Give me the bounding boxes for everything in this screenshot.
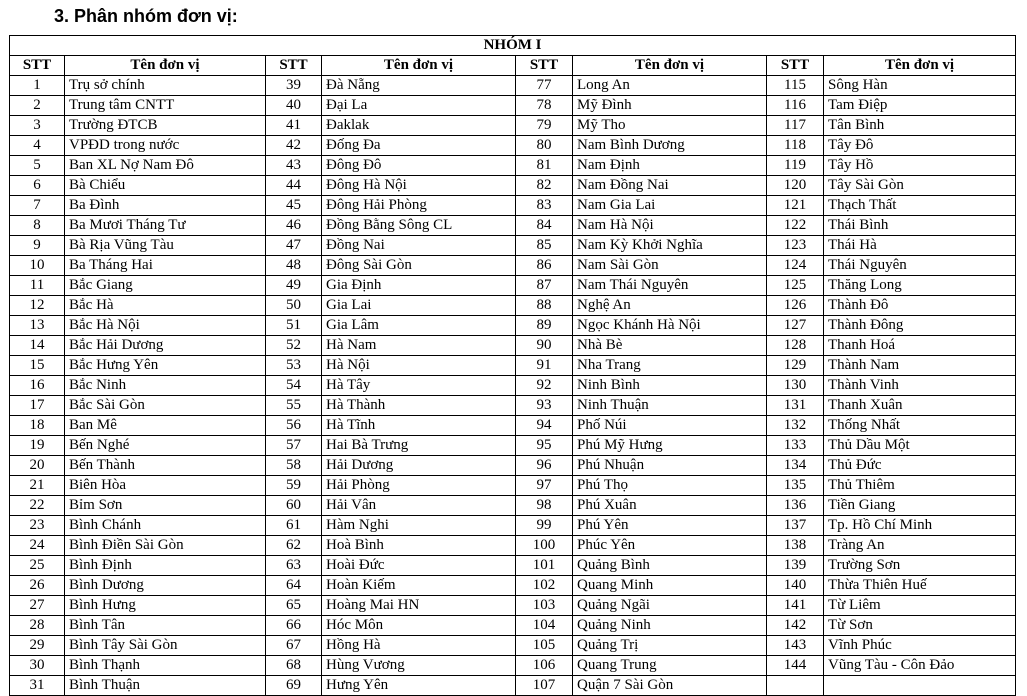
unit-name-cell: Thủ Thiêm	[824, 476, 1016, 496]
unit-name-cell: Thành Đông	[824, 316, 1016, 336]
unit-name-cell: Bà Rịa Vũng Tàu	[65, 236, 266, 256]
stt-cell: 16	[10, 376, 65, 396]
unit-name-cell: Nha Trang	[573, 356, 767, 376]
stt-cell: 40	[266, 96, 322, 116]
stt-cell: 128	[767, 336, 824, 356]
stt-cell: 123	[767, 236, 824, 256]
stt-cell: 83	[516, 196, 573, 216]
unit-name-cell: Đại La	[322, 96, 516, 116]
unit-name-cell: Bình Điền Sài Gòn	[65, 536, 266, 556]
table-row	[10, 96, 1016, 116]
unit-name-cell: Nam Hà Nội	[573, 216, 767, 236]
table-row	[10, 516, 1016, 536]
unit-name-cell: Đà Nẵng	[322, 76, 516, 96]
stt-cell: 89	[516, 316, 573, 336]
unit-name-cell: Biên Hòa	[65, 476, 266, 496]
unit-name-cell: Hà Nội	[322, 356, 516, 376]
unit-name-cell: Bình Định	[65, 556, 266, 576]
unit-name-cell: Thái Nguyên	[824, 256, 1016, 276]
unit-name-cell: Tây Đô	[824, 136, 1016, 156]
stt-cell: 103	[516, 596, 573, 616]
table-row	[10, 316, 1016, 336]
stt-cell: 85	[516, 236, 573, 256]
stt-cell: 92	[516, 376, 573, 396]
table-row	[10, 376, 1016, 396]
stt-cell: 131	[767, 396, 824, 416]
unit-name-cell: Thành Đô	[824, 296, 1016, 316]
section-title: 3. Phân nhóm đơn vị:	[54, 6, 238, 26]
stt-cell: 119	[767, 156, 824, 176]
stt-cell: 47	[266, 236, 322, 256]
stt-cell: 133	[767, 436, 824, 456]
unit-name-cell: Trung tâm CNTT	[65, 96, 266, 116]
unit-name-cell: Nam Bình Dương	[573, 136, 767, 156]
table-row	[10, 556, 1016, 576]
unit-name-cell: Thủ Đức	[824, 456, 1016, 476]
stt-cell: 66	[266, 616, 322, 636]
unit-name-cell: Phú Yên	[573, 516, 767, 536]
stt-cell: 11	[10, 276, 65, 296]
stt-cell: 15	[10, 356, 65, 376]
stt-cell: 7	[10, 196, 65, 216]
unit-name-cell: Ban Mê	[65, 416, 266, 436]
stt-cell	[767, 676, 824, 696]
unit-name-cell: Phúc Yên	[573, 536, 767, 556]
stt-cell: 141	[767, 596, 824, 616]
unit-name-cell: Nam Thái Nguyên	[573, 276, 767, 296]
unit-name-cell: Hoài Đức	[322, 556, 516, 576]
unit-name-cell: Ninh Bình	[573, 376, 767, 396]
unit-name-cell: Bắc Giang	[65, 276, 266, 296]
unit-name-cell: Hùng Vương	[322, 656, 516, 676]
stt-cell: 29	[10, 636, 65, 656]
table-row	[10, 416, 1016, 436]
stt-cell: 118	[767, 136, 824, 156]
header-row	[10, 56, 1016, 76]
stt-cell: 42	[266, 136, 322, 156]
stt-cell: 43	[266, 156, 322, 176]
unit-name-cell: Nam Sài Gòn	[573, 256, 767, 276]
stt-cell: 52	[266, 336, 322, 356]
table-row	[10, 296, 1016, 316]
stt-cell: 31	[10, 676, 65, 696]
unit-name-cell: Thống Nhất	[824, 416, 1016, 436]
unit-group-table	[9, 35, 1016, 696]
unit-name-cell: Đaklak	[322, 116, 516, 136]
unit-name-cell: Quang Minh	[573, 576, 767, 596]
unit-name-cell: Hải Phòng	[322, 476, 516, 496]
unit-name-cell: Hoàn Kiếm	[322, 576, 516, 596]
unit-name-cell: Hải Vân	[322, 496, 516, 516]
unit-name-cell: Thủ Dầu Một	[824, 436, 1016, 456]
unit-name-cell: Đông Sài Gòn	[322, 256, 516, 276]
column-header-stt: STT	[10, 56, 65, 76]
stt-cell: 98	[516, 496, 573, 516]
stt-cell: 99	[516, 516, 573, 536]
unit-name-cell: Ba Đình	[65, 196, 266, 216]
unit-name-cell: Quang Trung	[573, 656, 767, 676]
stt-cell: 132	[767, 416, 824, 436]
unit-name-cell: Quận 7 Sài Gòn	[573, 676, 767, 696]
unit-name-cell: Hải Dương	[322, 456, 516, 476]
table-row	[10, 196, 1016, 216]
stt-cell: 5	[10, 156, 65, 176]
stt-cell: 121	[767, 196, 824, 216]
stt-cell: 51	[266, 316, 322, 336]
stt-cell: 61	[266, 516, 322, 536]
stt-cell: 9	[10, 236, 65, 256]
column-header-stt: STT	[266, 56, 322, 76]
table-row	[10, 656, 1016, 676]
table-row	[10, 276, 1016, 296]
stt-cell: 95	[516, 436, 573, 456]
stt-cell: 6	[10, 176, 65, 196]
unit-name-cell: Ba Mươi Tháng Tư	[65, 216, 266, 236]
stt-cell: 2	[10, 96, 65, 116]
unit-name-cell: Thạch Thất	[824, 196, 1016, 216]
unit-name-cell: Hóc Môn	[322, 616, 516, 636]
stt-cell: 135	[767, 476, 824, 496]
stt-cell: 106	[516, 656, 573, 676]
table-row	[10, 436, 1016, 456]
stt-cell: 130	[767, 376, 824, 396]
table-row	[10, 336, 1016, 356]
unit-name-cell: Nam Gia Lai	[573, 196, 767, 216]
unit-name-cell: Nam Định	[573, 156, 767, 176]
unit-name-cell: Bắc Hà Nội	[65, 316, 266, 336]
table-row	[10, 636, 1016, 656]
unit-name-cell: Quảng Bình	[573, 556, 767, 576]
stt-cell: 28	[10, 616, 65, 636]
group-title-row	[10, 36, 1016, 56]
unit-name-cell: Phú Thọ	[573, 476, 767, 496]
unit-name-cell: Đống Đa	[322, 136, 516, 156]
stt-cell: 90	[516, 336, 573, 356]
stt-cell: 59	[266, 476, 322, 496]
stt-cell: 115	[767, 76, 824, 96]
unit-name-cell: Bình Hưng	[65, 596, 266, 616]
stt-cell: 23	[10, 516, 65, 536]
stt-cell: 17	[10, 396, 65, 416]
stt-cell: 86	[516, 256, 573, 276]
unit-name-cell: Gia Định	[322, 276, 516, 296]
unit-name-cell: Từ Liêm	[824, 596, 1016, 616]
stt-cell: 26	[10, 576, 65, 596]
table-row	[10, 496, 1016, 516]
table-row	[10, 156, 1016, 176]
table-row	[10, 456, 1016, 476]
unit-name-cell: VPĐD trong nước	[65, 136, 266, 156]
unit-name-cell: Long An	[573, 76, 767, 96]
stt-cell: 94	[516, 416, 573, 436]
unit-name-cell: Ngọc Khánh Hà Nội	[573, 316, 767, 336]
stt-cell: 136	[767, 496, 824, 516]
table-row	[10, 536, 1016, 556]
stt-cell: 91	[516, 356, 573, 376]
stt-cell: 117	[767, 116, 824, 136]
unit-name-cell: Đông Hải Phòng	[322, 196, 516, 216]
unit-name-cell: Hưng Yên	[322, 676, 516, 696]
stt-cell: 55	[266, 396, 322, 416]
unit-name-cell: Hà Nam	[322, 336, 516, 356]
unit-name-cell: Ninh Thuận	[573, 396, 767, 416]
stt-cell: 80	[516, 136, 573, 156]
stt-cell: 10	[10, 256, 65, 276]
stt-cell: 137	[767, 516, 824, 536]
unit-name-cell: Thanh Hoá	[824, 336, 1016, 356]
table-row	[10, 396, 1016, 416]
stt-cell: 129	[767, 356, 824, 376]
stt-cell: 27	[10, 596, 65, 616]
unit-name-cell: Đông Đô	[322, 156, 516, 176]
unit-name-cell: Nam Đồng Nai	[573, 176, 767, 196]
stt-cell: 88	[516, 296, 573, 316]
unit-name-cell: Thừa Thiên Huế	[824, 576, 1016, 596]
table-row	[10, 676, 1016, 696]
stt-cell: 58	[266, 456, 322, 476]
stt-cell: 100	[516, 536, 573, 556]
unit-name-cell: Bà Chiểu	[65, 176, 266, 196]
stt-cell: 54	[266, 376, 322, 396]
unit-name-cell: Bắc Hải Dương	[65, 336, 266, 356]
unit-name-cell: Nhà Bè	[573, 336, 767, 356]
unit-name-cell: Bình Tân	[65, 616, 266, 636]
unit-name-cell: Bắc Hưng Yên	[65, 356, 266, 376]
unit-name-cell: Mỹ Tho	[573, 116, 767, 136]
stt-cell: 77	[516, 76, 573, 96]
stt-cell: 22	[10, 496, 65, 516]
stt-cell: 107	[516, 676, 573, 696]
stt-cell: 48	[266, 256, 322, 276]
unit-name-cell: Thành Vinh	[824, 376, 1016, 396]
table-row	[10, 76, 1016, 96]
stt-cell: 13	[10, 316, 65, 336]
stt-cell: 101	[516, 556, 573, 576]
unit-name-cell: Bỉm Sơn	[65, 496, 266, 516]
unit-name-cell: Vũng Tàu - Côn Đảo	[824, 656, 1016, 676]
stt-cell: 41	[266, 116, 322, 136]
table-row	[10, 476, 1016, 496]
column-header-unit-name: Tên đơn vị	[573, 56, 767, 76]
stt-cell: 20	[10, 456, 65, 476]
unit-name-cell: Gia Lai	[322, 296, 516, 316]
stt-cell: 87	[516, 276, 573, 296]
unit-name-cell: Tam Điệp	[824, 96, 1016, 116]
unit-name-cell: Tây Sài Gòn	[824, 176, 1016, 196]
unit-name-cell: Thái Bình	[824, 216, 1016, 236]
column-header-stt: STT	[516, 56, 573, 76]
stt-cell: 84	[516, 216, 573, 236]
unit-name-cell: Thăng Long	[824, 276, 1016, 296]
group-title: NHÓM I	[10, 36, 1016, 56]
stt-cell: 19	[10, 436, 65, 456]
stt-cell: 46	[266, 216, 322, 236]
unit-name-cell: Hai Bà Trưng	[322, 436, 516, 456]
unit-name-cell: Bến Thành	[65, 456, 266, 476]
unit-name-cell: Bình Chánh	[65, 516, 266, 536]
stt-cell: 45	[266, 196, 322, 216]
table-row	[10, 116, 1016, 136]
stt-cell: 1	[10, 76, 65, 96]
table-row	[10, 216, 1016, 236]
column-header-unit-name: Tên đơn vị	[65, 56, 266, 76]
unit-name-cell: Hà Tĩnh	[322, 416, 516, 436]
stt-cell: 65	[266, 596, 322, 616]
stt-cell: 25	[10, 556, 65, 576]
stt-cell: 142	[767, 616, 824, 636]
column-header-unit-name: Tên đơn vị	[824, 56, 1016, 76]
stt-cell: 68	[266, 656, 322, 676]
unit-name-cell: Nghệ An	[573, 296, 767, 316]
table-body	[10, 76, 1016, 696]
stt-cell: 50	[266, 296, 322, 316]
unit-name-cell: Bắc Ninh	[65, 376, 266, 396]
unit-name-cell: Tân Bình	[824, 116, 1016, 136]
table-row	[10, 256, 1016, 276]
stt-cell: 120	[767, 176, 824, 196]
unit-name-cell: Phố Núi	[573, 416, 767, 436]
stt-cell: 125	[767, 276, 824, 296]
unit-name-cell: Thanh Xuân	[824, 396, 1016, 416]
unit-name-cell: Ban XL Nợ Nam Đô	[65, 156, 266, 176]
stt-cell: 64	[266, 576, 322, 596]
stt-cell: 30	[10, 656, 65, 676]
stt-cell: 14	[10, 336, 65, 356]
unit-name-cell: Bắc Sài Gòn	[65, 396, 266, 416]
unit-name-cell: Trường ĐTCB	[65, 116, 266, 136]
unit-name-cell: Bình Thạnh	[65, 656, 266, 676]
stt-cell: 3	[10, 116, 65, 136]
stt-cell: 127	[767, 316, 824, 336]
stt-cell: 116	[767, 96, 824, 116]
stt-cell: 143	[767, 636, 824, 656]
stt-cell: 124	[767, 256, 824, 276]
table-row	[10, 616, 1016, 636]
stt-cell: 138	[767, 536, 824, 556]
stt-cell: 122	[767, 216, 824, 236]
unit-name-cell: Tây Hồ	[824, 156, 1016, 176]
stt-cell: 67	[266, 636, 322, 656]
unit-name-cell: Từ Sơn	[824, 616, 1016, 636]
stt-cell: 56	[266, 416, 322, 436]
stt-cell: 126	[767, 296, 824, 316]
stt-cell: 96	[516, 456, 573, 476]
stt-cell: 12	[10, 296, 65, 316]
unit-name-cell: Ba Tháng Hai	[65, 256, 266, 276]
unit-name-cell: Thái Hà	[824, 236, 1016, 256]
stt-cell: 63	[266, 556, 322, 576]
stt-cell: 4	[10, 136, 65, 156]
unit-name-cell: Hà Thành	[322, 396, 516, 416]
unit-name-cell: Quảng Ninh	[573, 616, 767, 636]
table-row	[10, 176, 1016, 196]
stt-cell: 62	[266, 536, 322, 556]
unit-name-cell: Hoàng Mai HN	[322, 596, 516, 616]
table-row	[10, 136, 1016, 156]
unit-name-cell: Trường Sơn	[824, 556, 1016, 576]
table-row	[10, 576, 1016, 596]
stt-cell: 97	[516, 476, 573, 496]
column-header-unit-name: Tên đơn vị	[322, 56, 516, 76]
stt-cell: 79	[516, 116, 573, 136]
stt-cell: 60	[266, 496, 322, 516]
unit-name-cell: Tp. Hồ Chí Minh	[824, 516, 1016, 536]
unit-name-cell: Thành Nam	[824, 356, 1016, 376]
stt-cell: 105	[516, 636, 573, 656]
stt-cell: 18	[10, 416, 65, 436]
unit-name-cell: Tràng An	[824, 536, 1016, 556]
unit-name-cell: Đồng Bằng Sông CL	[322, 216, 516, 236]
unit-name-cell: Đông Hà Nội	[322, 176, 516, 196]
unit-name-cell: Bắc Hà	[65, 296, 266, 316]
table-row	[10, 356, 1016, 376]
unit-name-cell: Mỹ Đình	[573, 96, 767, 116]
stt-cell: 102	[516, 576, 573, 596]
unit-name-cell: Hàm Nghi	[322, 516, 516, 536]
unit-name-cell: Quảng Trị	[573, 636, 767, 656]
stt-cell: 57	[266, 436, 322, 456]
unit-name-cell: Vĩnh Phúc	[824, 636, 1016, 656]
unit-name-cell: Quảng Ngãi	[573, 596, 767, 616]
stt-cell: 93	[516, 396, 573, 416]
stt-cell: 140	[767, 576, 824, 596]
unit-name-cell: Tiền Giang	[824, 496, 1016, 516]
stt-cell: 21	[10, 476, 65, 496]
stt-cell: 139	[767, 556, 824, 576]
unit-name-cell: Bình Dương	[65, 576, 266, 596]
stt-cell: 49	[266, 276, 322, 296]
unit-name-cell	[824, 676, 1016, 696]
unit-name-cell: Bình Tây Sài Gòn	[65, 636, 266, 656]
stt-cell: 44	[266, 176, 322, 196]
unit-name-cell: Bình Thuận	[65, 676, 266, 696]
table-row	[10, 236, 1016, 256]
stt-cell: 81	[516, 156, 573, 176]
unit-name-cell: Trụ sở chính	[65, 76, 266, 96]
stt-cell: 104	[516, 616, 573, 636]
unit-name-cell: Phú Mỹ Hưng	[573, 436, 767, 456]
stt-cell: 82	[516, 176, 573, 196]
table-row	[10, 596, 1016, 616]
stt-cell: 144	[767, 656, 824, 676]
stt-cell: 69	[266, 676, 322, 696]
stt-cell: 8	[10, 216, 65, 236]
unit-name-cell: Hoà Bình	[322, 536, 516, 556]
unit-name-cell: Sông Hàn	[824, 76, 1016, 96]
unit-name-cell: Gia Lâm	[322, 316, 516, 336]
unit-name-cell: Hồng Hà	[322, 636, 516, 656]
unit-name-cell: Đồng Nai	[322, 236, 516, 256]
stt-cell: 24	[10, 536, 65, 556]
unit-name-cell: Phú Xuân	[573, 496, 767, 516]
column-header-stt: STT	[767, 56, 824, 76]
stt-cell: 78	[516, 96, 573, 116]
stt-cell: 134	[767, 456, 824, 476]
unit-name-cell: Hà Tây	[322, 376, 516, 396]
unit-name-cell: Phú Nhuận	[573, 456, 767, 476]
unit-name-cell: Bến Nghé	[65, 436, 266, 456]
unit-name-cell: Nam Kỳ Khởi Nghĩa	[573, 236, 767, 256]
stt-cell: 53	[266, 356, 322, 376]
stt-cell: 39	[266, 76, 322, 96]
